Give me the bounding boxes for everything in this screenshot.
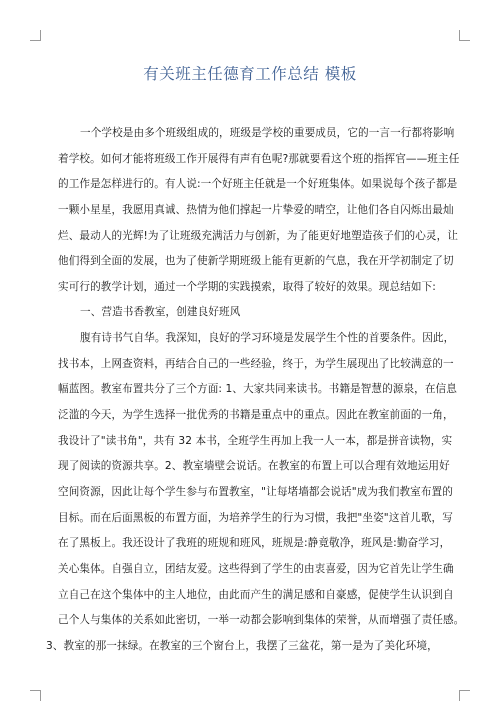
paragraph-line: 空间资源，因此让每个学生参与布置教室，"让每堵墙都会说话"成为我们教室布置的 (58, 485, 453, 498)
paragraph-line: 关心集体。自强自立，团结友爱。这些得到了学生的由衷喜爱，因为它首先让学生确 (58, 562, 454, 575)
paragraph-line: 现了阅读的资源共享。2、教室墙壁会说话。在教室的布置上可以合理有效地运用好 (58, 460, 450, 473)
paragraph-line: 一颗小星星，我愿用真诚、热情为他们撑起一片挚爱的晴空，让他们各自闪烁出最灿 (58, 203, 454, 216)
paragraph-line: 3、教室的那一抹绿。在教室的三个窗台上，我摆了三盆花，第一是为了美化环境， (46, 639, 438, 652)
paragraph-line: 在了黑板上。我还设计了我班的班规和班风，班规是:静竟敬净，班风是:勤奋学习， (58, 537, 451, 550)
crop-mark-top-right (459, 30, 470, 41)
section-heading: 一、营造书香教室，创建良好班风 (80, 306, 241, 319)
paragraph-line: 实可行的教学计划，通过一个学期的实践摸索，取得了较好的效果。现总结如下: (58, 280, 436, 293)
paragraph-line: 立自己在这个集体中的主人地位，由此而产生的满足感和自豪感，促使学生认识到自 (58, 588, 454, 601)
paragraph-line: 我设计了"读书角"，共有 32 本书，全班学生再加上我一人一本，都是拼音读物，实 (58, 434, 453, 447)
paragraph-line: 一个学校是由多个班级组成的，班级是学校的重要成员，它的一言一行都将影响 (80, 127, 455, 139)
crop-mark-top-left (30, 30, 41, 41)
paragraph-line: 找书本，上网查资料，再结合自己的一些经验，终于，为学生展现出了比较满意的一 (58, 357, 454, 370)
paragraph-line: 幅蓝图。教室布置共分了三个方面: 1、大家共同来读书。书籍是智慧的源泉，在信息 (58, 383, 457, 396)
crop-mark-bottom-left (30, 690, 41, 701)
document-body (46, 121, 465, 659)
paragraph-line: 泛滥的今天，为学生选择一批优秀的书籍是重点中的重点。因此在教室前面的一角， (58, 409, 454, 422)
paragraph-line: 他们得到全面的发展，也为了使新学期班级上能有更新的气息，我在开学初制定了切 (58, 255, 454, 268)
crop-mark-bottom-right (459, 690, 470, 701)
paragraph-line: 目标。而在后面黑板的布置方面，为培养学生的行为习惯，我把"坐姿"这首儿歌，写 (58, 511, 453, 524)
paragraph-line: 腹有诗书气自华。我深知，良好的学习环境是发展学生个性的首要条件。因此， (80, 332, 455, 345)
document-title: 有关班主任德育工作总结 模板 (143, 65, 357, 83)
paragraph-line: 己个人与集体的关系如此密切，一举一动都会影响到集体的荣誉，从而增强了责任感。 (58, 614, 465, 627)
paragraph-line: 的工作是怎样进行的。有人说:一个好班主任就是一个好班集体。如果说每个孩子都是 (58, 178, 458, 191)
paragraph-line: 烂、最动人的光辉!为了让班级充满活力与创新，为了能更好地塑造孩子们的心灵，让 (58, 229, 459, 242)
paragraph-line: 着学校。如何才能将班级工作开展得有声有色呢?那就要看这个班的指挥官——班主任 (58, 152, 460, 165)
